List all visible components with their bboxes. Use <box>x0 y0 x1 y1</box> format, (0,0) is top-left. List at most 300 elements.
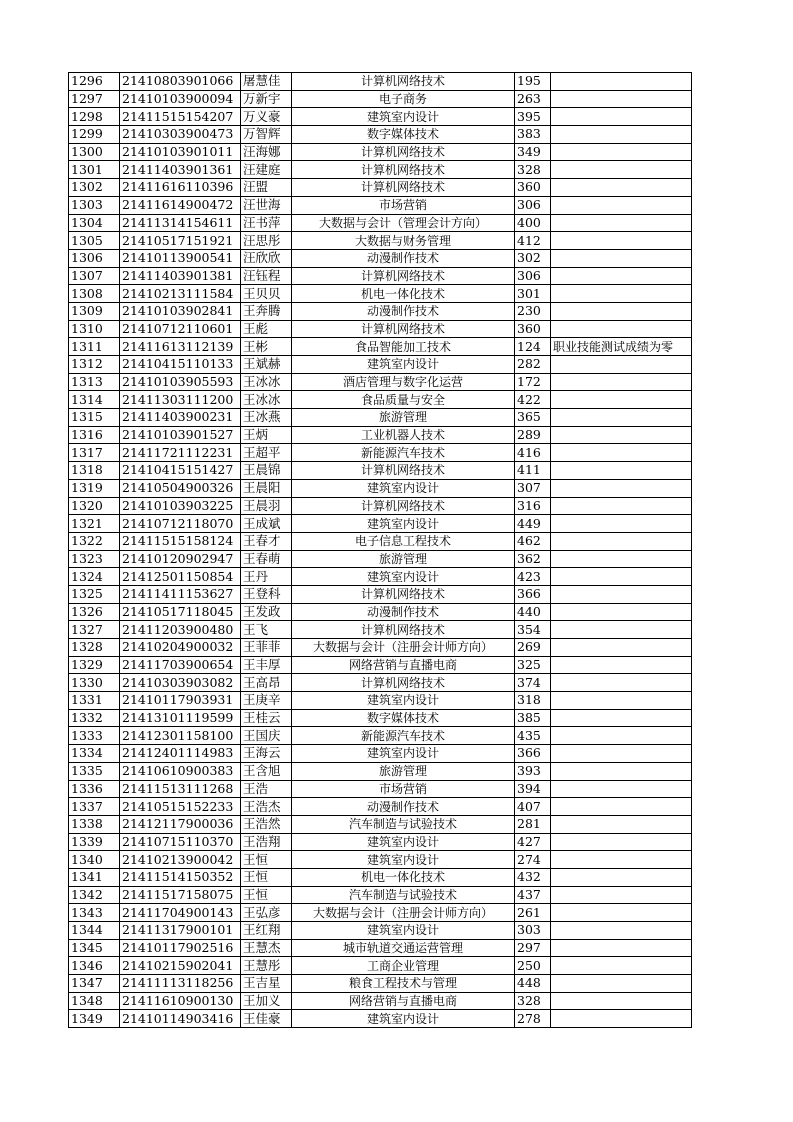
student-name-cell: 王冰冰 <box>241 373 292 391</box>
student-name-cell: 王春萌 <box>241 550 292 568</box>
row-number-cell: 1318 <box>69 462 120 480</box>
total-score-cell: 422 <box>515 391 551 409</box>
total-score-cell: 374 <box>515 674 551 692</box>
table-row <box>69 568 692 586</box>
remark-cell <box>551 426 692 444</box>
student-name-cell: 王发政 <box>241 603 292 621</box>
row-number-cell: 1319 <box>69 479 120 497</box>
student-name-cell: 王浩杰 <box>241 798 292 816</box>
table-row <box>69 108 692 126</box>
row-number-cell: 1333 <box>69 727 120 745</box>
student-name-cell: 汪盟 <box>241 179 292 197</box>
total-score-cell: 195 <box>515 73 551 91</box>
remark-cell <box>551 692 692 710</box>
major-name-cell: 计算机网络技术 <box>292 161 515 179</box>
major-name-cell: 食品智能加工技术 <box>292 338 515 356</box>
student-name-cell: 王冰冰 <box>241 391 292 409</box>
student-name-cell: 万义豪 <box>241 108 292 126</box>
remark-cell <box>551 179 692 197</box>
major-name-cell: 大数据与财务管理 <box>292 232 515 250</box>
major-name-cell: 动漫制作技术 <box>292 249 515 267</box>
row-number-cell: 1308 <box>69 285 120 303</box>
row-number-cell: 1307 <box>69 267 120 285</box>
total-score-cell: 172 <box>515 373 551 391</box>
candidate-id-cell: 21411203900480 <box>120 621 241 639</box>
total-score-cell: 395 <box>515 108 551 126</box>
row-number-cell: 1330 <box>69 674 120 692</box>
row-number-cell: 1345 <box>69 939 120 957</box>
total-score-cell: 124 <box>515 338 551 356</box>
remark-cell <box>551 621 692 639</box>
remark-cell <box>551 833 692 851</box>
row-number-cell: 1315 <box>69 409 120 427</box>
candidate-id-cell: 21410712110601 <box>120 320 241 338</box>
table-row <box>69 550 692 568</box>
student-name-cell: 屠慧佳 <box>241 73 292 91</box>
row-number-cell: 1338 <box>69 815 120 833</box>
major-name-cell: 建筑室内设计 <box>292 922 515 940</box>
row-number-cell: 1332 <box>69 709 120 727</box>
table-body <box>69 73 692 1028</box>
table-row <box>69 798 692 816</box>
major-name-cell: 数字媒体技术 <box>292 709 515 727</box>
candidate-id-cell: 21410213111584 <box>120 285 241 303</box>
candidate-id-cell: 21410117903931 <box>120 692 241 710</box>
student-name-cell: 王红翔 <box>241 922 292 940</box>
remark-cell <box>551 444 692 462</box>
candidate-id-cell: 21411721112231 <box>120 444 241 462</box>
student-name-cell: 王恒 <box>241 851 292 869</box>
table-row <box>69 196 692 214</box>
candidate-id-cell: 21412401114983 <box>120 745 241 763</box>
row-number-cell: 1309 <box>69 302 120 320</box>
major-name-cell: 汽车制造与试验技术 <box>292 886 515 904</box>
candidate-id-cell: 21410120902947 <box>120 550 241 568</box>
total-score-cell: 303 <box>515 922 551 940</box>
student-name-cell: 王彬 <box>241 338 292 356</box>
table-row <box>69 73 692 91</box>
row-number-cell: 1302 <box>69 179 120 197</box>
row-number-cell: 1305 <box>69 232 120 250</box>
table-row <box>69 143 692 161</box>
major-name-cell: 旅游管理 <box>292 762 515 780</box>
student-name-cell: 王斌赫 <box>241 356 292 374</box>
total-score-cell: 289 <box>515 426 551 444</box>
remark-cell <box>551 214 692 232</box>
student-name-cell: 王恒 <box>241 868 292 886</box>
row-number-cell: 1336 <box>69 780 120 798</box>
major-name-cell: 建筑室内设计 <box>292 108 515 126</box>
student-name-cell: 汪世海 <box>241 196 292 214</box>
candidate-id-cell: 21411610900130 <box>120 992 241 1010</box>
candidate-id-cell: 21410113900541 <box>120 249 241 267</box>
table-row <box>69 709 692 727</box>
table-row <box>69 320 692 338</box>
table-row <box>69 515 692 533</box>
major-name-cell: 动漫制作技术 <box>292 302 515 320</box>
major-name-cell: 建筑室内设计 <box>292 851 515 869</box>
major-name-cell: 建筑室内设计 <box>292 833 515 851</box>
row-number-cell: 1327 <box>69 621 120 639</box>
total-score-cell: 316 <box>515 497 551 515</box>
remark-cell <box>551 249 692 267</box>
row-number-cell: 1320 <box>69 497 120 515</box>
major-name-cell: 机电一体化技术 <box>292 285 515 303</box>
major-name-cell: 建筑室内设计 <box>292 515 515 533</box>
total-score-cell: 448 <box>515 975 551 993</box>
remark-cell <box>551 851 692 869</box>
remark-cell <box>551 302 692 320</box>
row-number-cell: 1314 <box>69 391 120 409</box>
candidate-id-cell: 21411614900472 <box>120 196 241 214</box>
table-row <box>69 497 692 515</box>
candidate-id-cell: 21410215902041 <box>120 957 241 975</box>
candidate-id-cell: 21413101119599 <box>120 709 241 727</box>
total-score-cell: 263 <box>515 90 551 108</box>
total-score-cell: 416 <box>515 444 551 462</box>
row-number-cell: 1312 <box>69 356 120 374</box>
major-name-cell: 网络营销与直播电商 <box>292 992 515 1010</box>
student-name-cell: 王丰厚 <box>241 656 292 674</box>
row-number-cell: 1311 <box>69 338 120 356</box>
total-score-cell: 354 <box>515 621 551 639</box>
row-number-cell: 1313 <box>69 373 120 391</box>
remark-cell <box>551 674 692 692</box>
candidate-id-cell: 21411113118256 <box>120 975 241 993</box>
table-row <box>69 444 692 462</box>
major-name-cell: 计算机网络技术 <box>292 320 515 338</box>
table-row <box>69 179 692 197</box>
major-name-cell: 计算机网络技术 <box>292 497 515 515</box>
total-score-cell: 427 <box>515 833 551 851</box>
table-row <box>69 249 692 267</box>
major-name-cell: 市场营销 <box>292 196 515 214</box>
remark-cell <box>551 639 692 657</box>
candidate-id-cell: 21411303111200 <box>120 391 241 409</box>
student-name-cell: 王庚辛 <box>241 692 292 710</box>
remark-cell <box>551 603 692 621</box>
student-name-cell: 王登科 <box>241 585 292 603</box>
candidate-id-cell: 21410303903082 <box>120 674 241 692</box>
total-score-cell: 328 <box>515 992 551 1010</box>
remark-cell <box>551 126 692 144</box>
total-score-cell: 383 <box>515 126 551 144</box>
major-name-cell: 机电一体化技术 <box>292 868 515 886</box>
row-number-cell: 1303 <box>69 196 120 214</box>
table-row <box>69 532 692 550</box>
row-number-cell: 1310 <box>69 320 120 338</box>
student-name-cell: 王飞 <box>241 621 292 639</box>
row-number-cell: 1322 <box>69 532 120 550</box>
major-name-cell: 汽车制造与试验技术 <box>292 815 515 833</box>
total-score-cell: 297 <box>515 939 551 957</box>
total-score-cell: 349 <box>515 143 551 161</box>
remark-cell <box>551 462 692 480</box>
remark-cell <box>551 356 692 374</box>
student-name-cell: 万智辉 <box>241 126 292 144</box>
remark-cell <box>551 161 692 179</box>
row-number-cell: 1344 <box>69 922 120 940</box>
remark-cell <box>551 939 692 957</box>
student-name-cell: 王奔腾 <box>241 302 292 320</box>
candidate-id-cell: 21411703900654 <box>120 656 241 674</box>
total-score-cell: 449 <box>515 515 551 533</box>
table-row <box>69 639 692 657</box>
row-number-cell: 1297 <box>69 90 120 108</box>
admission-score-table <box>68 72 692 1028</box>
candidate-id-cell: 21411403901361 <box>120 161 241 179</box>
row-number-cell: 1342 <box>69 886 120 904</box>
total-score-cell: 269 <box>515 639 551 657</box>
total-score-cell: 307 <box>515 479 551 497</box>
student-name-cell: 王慧杰 <box>241 939 292 957</box>
candidate-id-cell: 21411515158124 <box>120 532 241 550</box>
row-number-cell: 1317 <box>69 444 120 462</box>
student-name-cell: 王成斌 <box>241 515 292 533</box>
table-row <box>69 904 692 922</box>
table-row <box>69 868 692 886</box>
candidate-id-cell: 21412301158100 <box>120 727 241 745</box>
candidate-id-cell: 21410103901011 <box>120 143 241 161</box>
remark-cell <box>551 479 692 497</box>
major-name-cell: 旅游管理 <box>292 409 515 427</box>
major-name-cell: 建筑室内设计 <box>292 1010 515 1028</box>
major-name-cell: 食品质量与安全 <box>292 391 515 409</box>
total-score-cell: 440 <box>515 603 551 621</box>
table-row <box>69 957 692 975</box>
row-number-cell: 1341 <box>69 868 120 886</box>
table-row <box>69 975 692 993</box>
row-number-cell: 1326 <box>69 603 120 621</box>
total-score-cell: 302 <box>515 249 551 267</box>
remark-cell <box>551 196 692 214</box>
remark-cell <box>551 975 692 993</box>
table-row <box>69 922 692 940</box>
candidate-id-cell: 21411704900143 <box>120 904 241 922</box>
table-row <box>69 585 692 603</box>
total-score-cell: 281 <box>515 815 551 833</box>
total-score-cell: 282 <box>515 356 551 374</box>
student-name-cell: 王晨锦 <box>241 462 292 480</box>
row-number-cell: 1337 <box>69 798 120 816</box>
total-score-cell: 360 <box>515 179 551 197</box>
student-name-cell: 王吉星 <box>241 975 292 993</box>
candidate-id-cell: 21410103900094 <box>120 90 241 108</box>
major-name-cell: 市场营销 <box>292 780 515 798</box>
candidate-id-cell: 21410610900383 <box>120 762 241 780</box>
table-row <box>69 373 692 391</box>
total-score-cell: 423 <box>515 568 551 586</box>
remark-cell <box>551 922 692 940</box>
remark-cell <box>551 267 692 285</box>
candidate-id-cell: 21410803901066 <box>120 73 241 91</box>
candidate-id-cell: 21410114903416 <box>120 1010 241 1028</box>
student-name-cell: 王含旭 <box>241 762 292 780</box>
remark-cell <box>551 568 692 586</box>
total-score-cell: 230 <box>515 302 551 320</box>
candidate-id-cell: 21411317900101 <box>120 922 241 940</box>
candidate-id-cell: 21411403901381 <box>120 267 241 285</box>
student-name-cell: 王加义 <box>241 992 292 1010</box>
table-row <box>69 267 692 285</box>
table-row <box>69 727 692 745</box>
table-row <box>69 851 692 869</box>
student-name-cell: 万新宇 <box>241 90 292 108</box>
candidate-id-cell: 21411613112139 <box>120 338 241 356</box>
student-name-cell: 王春才 <box>241 532 292 550</box>
student-name-cell: 汪欣欣 <box>241 249 292 267</box>
candidate-id-cell: 21411515154207 <box>120 108 241 126</box>
candidate-id-cell: 21410103901527 <box>120 426 241 444</box>
row-number-cell: 1339 <box>69 833 120 851</box>
table-row <box>69 356 692 374</box>
table-row <box>69 745 692 763</box>
major-name-cell: 粮食工程技术与管理 <box>292 975 515 993</box>
total-score-cell: 366 <box>515 745 551 763</box>
total-score-cell: 407 <box>515 798 551 816</box>
remark-cell <box>551 727 692 745</box>
remark-cell <box>551 709 692 727</box>
student-name-cell: 王超平 <box>241 444 292 462</box>
row-number-cell: 1349 <box>69 1010 120 1028</box>
row-number-cell: 1328 <box>69 639 120 657</box>
total-score-cell: 365 <box>515 409 551 427</box>
row-number-cell: 1296 <box>69 73 120 91</box>
candidate-id-cell: 21410517151921 <box>120 232 241 250</box>
remark-cell <box>551 532 692 550</box>
table-row <box>69 692 692 710</box>
row-number-cell: 1300 <box>69 143 120 161</box>
student-name-cell: 王恒 <box>241 886 292 904</box>
row-number-cell: 1323 <box>69 550 120 568</box>
total-score-cell: 432 <box>515 868 551 886</box>
major-name-cell: 大数据与会计（管理会计方向） <box>292 214 515 232</box>
remark-cell <box>551 409 692 427</box>
candidate-id-cell: 21411517158075 <box>120 886 241 904</box>
total-score-cell: 411 <box>515 462 551 480</box>
candidate-id-cell: 21410103905593 <box>120 373 241 391</box>
candidate-id-cell: 21410712118070 <box>120 515 241 533</box>
major-name-cell: 动漫制作技术 <box>292 798 515 816</box>
remark-cell <box>551 550 692 568</box>
table-row <box>69 886 692 904</box>
remark-cell <box>551 320 692 338</box>
total-score-cell: 412 <box>515 232 551 250</box>
major-name-cell: 建筑室内设计 <box>292 356 515 374</box>
remark-cell <box>551 90 692 108</box>
table-row <box>69 409 692 427</box>
row-number-cell: 1301 <box>69 161 120 179</box>
row-number-cell: 1299 <box>69 126 120 144</box>
row-number-cell: 1306 <box>69 249 120 267</box>
candidate-id-cell: 21411314154611 <box>120 214 241 232</box>
remark-cell <box>551 373 692 391</box>
remark-cell: 职业技能测试成绩为零 <box>551 338 692 356</box>
table-row <box>69 621 692 639</box>
candidate-id-cell: 21411411153627 <box>120 585 241 603</box>
total-score-cell: 366 <box>515 585 551 603</box>
row-number-cell: 1347 <box>69 975 120 993</box>
student-name-cell: 王佳豪 <box>241 1010 292 1028</box>
table-row <box>69 992 692 1010</box>
remark-cell <box>551 108 692 126</box>
student-name-cell: 王丹 <box>241 568 292 586</box>
candidate-id-cell: 21410517118045 <box>120 603 241 621</box>
total-score-cell: 278 <box>515 1010 551 1028</box>
student-name-cell: 王菲菲 <box>241 639 292 657</box>
row-number-cell: 1321 <box>69 515 120 533</box>
remark-cell <box>551 798 692 816</box>
row-number-cell: 1348 <box>69 992 120 1010</box>
candidate-id-cell: 21411513111268 <box>120 780 241 798</box>
total-score-cell: 250 <box>515 957 551 975</box>
table-row <box>69 426 692 444</box>
major-name-cell: 大数据与会计（注册会计师方向） <box>292 904 515 922</box>
candidate-id-cell: 21410715110370 <box>120 833 241 851</box>
major-name-cell: 建筑室内设计 <box>292 692 515 710</box>
remark-cell <box>551 1010 692 1028</box>
row-number-cell: 1343 <box>69 904 120 922</box>
table-row <box>69 833 692 851</box>
major-name-cell: 动漫制作技术 <box>292 603 515 621</box>
major-name-cell: 新能源汽车技术 <box>292 444 515 462</box>
major-name-cell: 建筑室内设计 <box>292 568 515 586</box>
candidate-id-cell: 21410103903225 <box>120 497 241 515</box>
total-score-cell: 306 <box>515 267 551 285</box>
major-name-cell: 电子商务 <box>292 90 515 108</box>
student-name-cell: 王桂云 <box>241 709 292 727</box>
remark-cell <box>551 391 692 409</box>
student-name-cell: 王冰燕 <box>241 409 292 427</box>
student-name-cell: 汪海娜 <box>241 143 292 161</box>
remark-cell <box>551 143 692 161</box>
row-number-cell: 1335 <box>69 762 120 780</box>
major-name-cell: 计算机网络技术 <box>292 267 515 285</box>
candidate-id-cell: 21410303900473 <box>120 126 241 144</box>
major-name-cell: 大数据与会计（注册会计师方向） <box>292 639 515 657</box>
remark-cell <box>551 585 692 603</box>
table-row <box>69 90 692 108</box>
major-name-cell: 建筑室内设计 <box>292 479 515 497</box>
table-row <box>69 674 692 692</box>
major-name-cell: 计算机网络技术 <box>292 621 515 639</box>
candidate-id-cell: 21410117902516 <box>120 939 241 957</box>
major-name-cell: 计算机网络技术 <box>292 462 515 480</box>
table-row <box>69 762 692 780</box>
table-row <box>69 338 692 356</box>
student-name-cell: 王晨羽 <box>241 497 292 515</box>
row-number-cell: 1324 <box>69 568 120 586</box>
major-name-cell: 工商企业管理 <box>292 957 515 975</box>
student-name-cell: 王高昂 <box>241 674 292 692</box>
table-row <box>69 780 692 798</box>
student-name-cell: 王浩 <box>241 780 292 798</box>
candidate-id-cell: 21410415110133 <box>120 356 241 374</box>
major-name-cell: 计算机网络技术 <box>292 143 515 161</box>
candidate-id-cell: 21410103902841 <box>120 302 241 320</box>
total-score-cell: 435 <box>515 727 551 745</box>
remark-cell <box>551 73 692 91</box>
table-row <box>69 603 692 621</box>
major-name-cell: 计算机网络技术 <box>292 585 515 603</box>
row-number-cell: 1316 <box>69 426 120 444</box>
table-row <box>69 391 692 409</box>
total-score-cell: 261 <box>515 904 551 922</box>
student-name-cell: 王炳 <box>241 426 292 444</box>
remark-cell <box>551 515 692 533</box>
major-name-cell: 建筑室内设计 <box>292 745 515 763</box>
candidate-id-cell: 21410504900326 <box>120 479 241 497</box>
